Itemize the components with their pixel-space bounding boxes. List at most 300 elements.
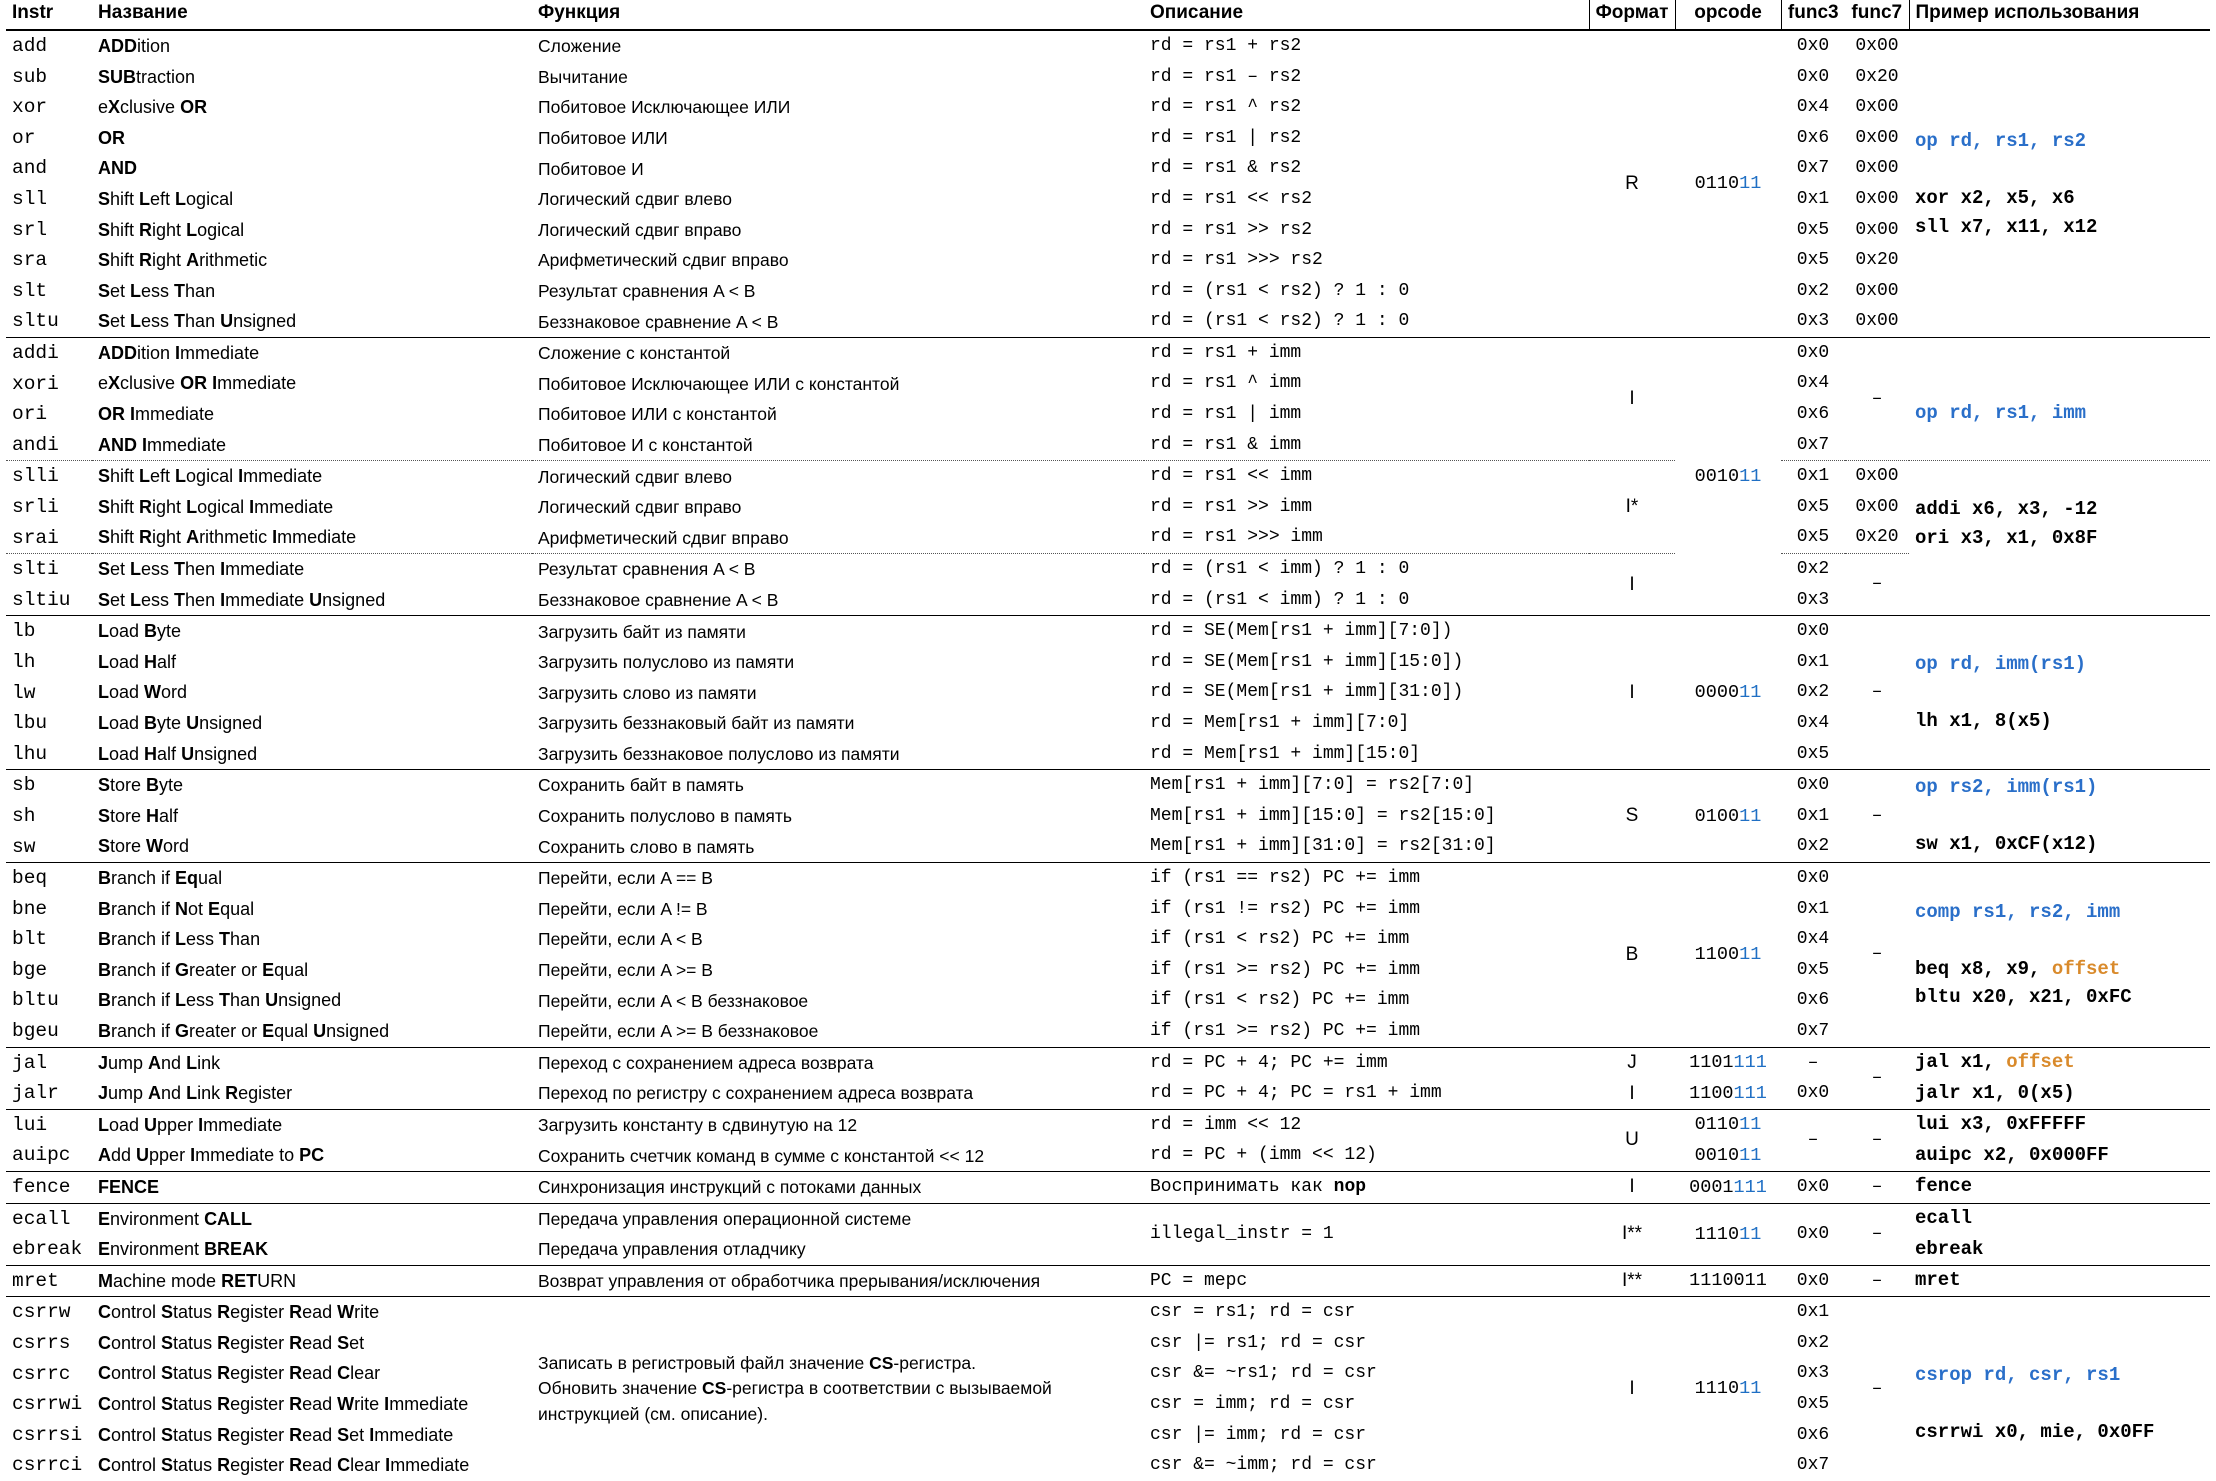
- instruction-description: rd = rs1 – rs2: [1150, 66, 1302, 87]
- instruction-description: rd = PC + 4; PC += imm: [1144, 1047, 1589, 1078]
- table-row: [6, 1265, 2210, 1297]
- instruction-name: SUBtraction: [98, 66, 196, 87]
- instruction-function: Результат сравнения A < B: [538, 280, 756, 301]
- format-value: I: [1629, 1082, 1635, 1104]
- func7-value: 0x00: [1855, 127, 1899, 148]
- func3-value: 0x2: [1781, 554, 1845, 585]
- func7-value: –: [1845, 1171, 1909, 1203]
- instruction-name: Load Byte Unsigned: [98, 713, 263, 734]
- usage-example-line: [1915, 1303, 2204, 1332]
- func3-value: 0x5: [1796, 250, 1830, 271]
- instruction-description: rd = rs1 | rs2: [1150, 127, 1302, 148]
- func7-value: –: [1845, 863, 1909, 1048]
- instruction-description: rd = (rs1 < rs2) ? 1 : 0: [1150, 311, 1410, 332]
- instruction-function: Загрузить слово из памяти: [538, 682, 757, 703]
- usage-example-block: [1909, 337, 2210, 460]
- usage-example: ecall: [1909, 1203, 2210, 1234]
- instruction-name: ADDition Immediate: [92, 337, 532, 368]
- instruction-mnemonic: lbu: [12, 712, 48, 735]
- instruction-description: rd = (rs1 < imm) ? 1 : 0: [1144, 554, 1589, 585]
- instruction-mnemonic: slli: [6, 461, 92, 492]
- func3-value: 0x4: [1796, 97, 1830, 118]
- usage-example-line: [1915, 428, 2204, 457]
- instruction-mnemonic: csrrwi: [12, 1393, 83, 1416]
- usage-example-line: op rd, rs1, imm: [1915, 402, 2087, 425]
- format-value: I**: [1589, 1265, 1675, 1297]
- instruction-description: rd = Mem[rs1 + imm][15:0]: [1150, 743, 1421, 764]
- instruction-function: Логический сдвиг вправо: [538, 497, 742, 518]
- instruction-description: rd = SE(Mem[rs1 + imm][7:0]): [1144, 616, 1589, 647]
- func3-value: 0x4: [1796, 929, 1830, 950]
- instruction-description: if (rs1 >= rs2) PC += imm: [1150, 959, 1421, 980]
- usage-example-line: bltu x20, x21, 0xFC: [1915, 986, 2132, 1009]
- instruction-mnemonic: srai: [12, 526, 59, 549]
- instruction-mnemonic: sll: [12, 188, 48, 211]
- instruction-function: Перейти, если A >= B: [538, 960, 713, 981]
- instruction-name: eXclusive OR: [98, 97, 208, 118]
- instruction-function: Побитовое ИЛИ с константой: [538, 404, 777, 425]
- func3-value: 0x0: [1781, 770, 1845, 801]
- instruction-mnemonic: add: [6, 30, 92, 62]
- format-value: B: [1589, 863, 1675, 1048]
- usage-example-line: [1915, 869, 2204, 898]
- instruction-mnemonic: bne: [12, 897, 48, 920]
- usage-example-line: xor x2, x5, x6: [1915, 186, 2075, 209]
- func3-value: 0x0: [1781, 1171, 1845, 1203]
- func3-value: –: [1781, 1109, 1845, 1171]
- instruction-mnemonic: andi: [12, 433, 59, 456]
- instruction-mnemonic: jalr: [12, 1082, 59, 1105]
- instruction-description: if (rs1 < rs2) PC += imm: [1150, 990, 1410, 1011]
- format-value: I: [1589, 1171, 1675, 1203]
- table-row: [6, 1297, 2210, 1328]
- usage-example-line: comp rs1, rs2, imm: [1915, 900, 2121, 923]
- func3-value: 0x0: [1781, 30, 1845, 62]
- instruction-name: Shift Right Arithmetic: [98, 250, 268, 271]
- instruction-description: csr |= imm; rd = csr: [1150, 1424, 1367, 1445]
- table-row: [6, 1171, 2210, 1203]
- instruction-mnemonic: addi: [6, 337, 92, 368]
- usage-example-line: addi x6, x3, -12: [1915, 498, 2098, 521]
- instruction-description: rd = (rs1 < imm) ? 1 : 0: [1150, 589, 1410, 610]
- instruction-description: rd = imm << 12: [1144, 1109, 1589, 1140]
- func3-value: 0x6: [1796, 1424, 1830, 1445]
- instruction-name: Add Upper Immediate to PC: [98, 1145, 325, 1166]
- instruction-mnemonic: or: [12, 126, 36, 149]
- format-value: S: [1589, 770, 1675, 863]
- func3-value: 0x7: [1796, 158, 1830, 179]
- instruction-name: Load Half: [98, 651, 177, 672]
- table-header: [6, 0, 2210, 30]
- instruction-name: Control Status Register Read Clear Immediate: [98, 1455, 470, 1476]
- func3-value: 0x0: [1796, 66, 1830, 87]
- instruction-name: Branch if Greater or Equal: [98, 959, 309, 980]
- instruction-function: Арифметический сдвиг вправо: [538, 527, 789, 548]
- table-row: [6, 62, 2210, 93]
- instruction-function: Арифметический сдвиг вправо: [538, 250, 789, 271]
- instruction-mnemonic: xor: [12, 96, 48, 119]
- instruction-description: csr &= ~rs1; rd = csr: [1150, 1363, 1377, 1384]
- func3-value: 0x1: [1796, 898, 1830, 919]
- instruction-description: csr &= ~imm; rd = csr: [1150, 1455, 1377, 1476]
- usage-example-line: op rs2, imm(rs1): [1915, 776, 2098, 799]
- instruction-function: Перейти, если A < B: [538, 929, 703, 950]
- usage-example-line: lh x1, 8(x5): [1915, 710, 2052, 733]
- func7-value: 0x00: [1845, 30, 1909, 62]
- func3-value: 0x5: [1796, 1394, 1830, 1415]
- instruction-description: Mem[rs1 + imm][31:0] = rs2[31:0]: [1150, 836, 1496, 857]
- table-row: [6, 1203, 2210, 1234]
- func3-value: 0x6: [1796, 127, 1830, 148]
- instruction-function: Логический сдвиг вправо: [538, 219, 742, 240]
- instruction-description: if (rs1 >= rs2) PC += imm: [1150, 1020, 1421, 1041]
- instruction-description: if (rs1 != rs2) PC += imm: [1150, 898, 1421, 919]
- func3-value: 0x2: [1796, 682, 1830, 703]
- instruction-name: Load Byte: [92, 616, 532, 647]
- opcode-value: 011011: [1675, 1109, 1781, 1140]
- instruction-description: rd = rs1 >>> imm: [1150, 527, 1323, 548]
- func7-value: –: [1845, 1203, 1909, 1265]
- table-row: [6, 306, 2210, 337]
- instruction-name: Control Status Register Read Write Immediate: [98, 1394, 469, 1415]
- func3-value: 0x3: [1796, 589, 1830, 610]
- usage-example-line: op rd, rs1, rs2: [1915, 129, 2087, 152]
- table-row: [6, 153, 2210, 184]
- instruction-name: Environment CALL: [92, 1203, 532, 1234]
- func3-value: 0x1: [1796, 188, 1830, 209]
- usage-example-line: [1915, 155, 2204, 184]
- instruction-description: rd = rs1 & rs2: [1150, 158, 1302, 179]
- instruction-function: Беззнаковое сравнение A < B: [538, 311, 779, 332]
- func3-value: 0x5: [1796, 496, 1830, 517]
- instruction-name: OR: [98, 127, 125, 148]
- usage-example-block: [1909, 30, 2210, 337]
- instruction-function: Сохранить полуслово в память: [538, 806, 793, 827]
- usage-example-line: beq x8, x9, offset: [1915, 957, 2121, 980]
- instruction-description: csr = imm; rd = csr: [1150, 1394, 1356, 1415]
- func7-value: 0x20: [1855, 527, 1899, 548]
- format-value: I: [1589, 554, 1675, 616]
- instruction-name: Branch if Less Than: [98, 929, 261, 950]
- instruction-mnemonic: ecall: [6, 1203, 92, 1234]
- instruction-name: Set Less Than Unsigned: [98, 311, 297, 332]
- func3-value: 0x2: [1796, 836, 1830, 857]
- func3-value: 0x7: [1796, 1455, 1830, 1476]
- usage-example-line: [1915, 1389, 2204, 1418]
- header-func: Функция: [532, 0, 1144, 30]
- instruction-mnemonic: ori: [12, 403, 48, 426]
- usage-example-block: [1909, 616, 2210, 770]
- instruction-function: Сложение: [532, 30, 1144, 62]
- instruction-mnemonic: sw: [12, 835, 36, 858]
- opcode-value: 1101111: [1675, 1047, 1781, 1078]
- instruction-mnemonic: lui: [6, 1109, 92, 1140]
- format-value: U: [1589, 1109, 1675, 1171]
- instruction-mnemonic: bgeu: [12, 1020, 59, 1043]
- usage-example: ebreak: [1915, 1237, 1984, 1260]
- instruction-function: [532, 1297, 1144, 1481]
- instruction-name: Shift Left Logical Immediate: [92, 461, 532, 492]
- instruction-description: rd = rs1 << imm: [1144, 461, 1589, 492]
- instruction-function: Логический сдвиг влево: [538, 189, 732, 210]
- instruction-name: Load Upper Immediate: [92, 1109, 532, 1140]
- table-row: [6, 184, 2210, 215]
- instruction-mnemonic: csrrci: [12, 1454, 83, 1477]
- format-value: J: [1589, 1047, 1675, 1078]
- instruction-description: if (rs1 < rs2) PC += imm: [1150, 929, 1410, 950]
- usage-example-line: [1915, 1446, 2204, 1475]
- instruction-name: Control Status Register Read Write: [92, 1297, 532, 1328]
- table-row: [6, 554, 2210, 585]
- func7-value: 0x00: [1855, 496, 1899, 517]
- usage-example-block: [1909, 1297, 2210, 1481]
- usage-example: auipc x2, 0x000FF: [1915, 1143, 2109, 1166]
- instruction-function: Переход по регистру с сохранением адреса возврата: [538, 1083, 974, 1104]
- func3-value: 0x0: [1796, 1083, 1830, 1104]
- format-value: I**: [1589, 1203, 1675, 1265]
- function-line: Записать в регистровый файл значение CS-регистра.: [538, 1353, 976, 1374]
- instruction-mnemonic: bltu: [12, 989, 59, 1012]
- opcode-value: 1100111: [1689, 1082, 1767, 1104]
- instruction-mnemonic: sh: [12, 804, 36, 827]
- instruction-name: Store Half: [98, 805, 179, 826]
- header-desc: Описание: [1144, 0, 1589, 30]
- header-opcode: opcode: [1675, 0, 1781, 30]
- instruction-name: Shift Left Logical: [98, 188, 234, 209]
- func7-value: 0x00: [1855, 219, 1899, 240]
- instruction-function: Сохранить слово в память: [538, 836, 755, 857]
- usage-example-line: [1915, 1332, 2204, 1361]
- instruction-name: Branch if Equal: [92, 863, 532, 894]
- func3-value: 0x7: [1796, 434, 1830, 455]
- instruction-name: Set Less Than: [98, 280, 216, 301]
- instruction-mnemonic: auipc: [12, 1144, 71, 1167]
- table-row: [6, 616, 2210, 647]
- instruction-mnemonic: csrrw: [6, 1297, 92, 1328]
- table-row: [6, 337, 2210, 368]
- func7-value: 0x00: [1855, 188, 1899, 209]
- usage-example-line: [1915, 1012, 2204, 1041]
- instruction-description: csr |= rs1; rd = csr: [1150, 1332, 1367, 1353]
- instruction-name: AND: [98, 158, 137, 179]
- instruction-table: [6, 0, 2210, 1481]
- opcode-value: 111011: [1675, 1297, 1781, 1481]
- instruction-function: Побитовое И: [538, 158, 644, 179]
- instruction-description: Воспринимать как nop: [1144, 1171, 1589, 1203]
- usage-example-line: op rd, imm(rs1): [1915, 652, 2087, 675]
- table-row: [6, 461, 2210, 492]
- header-format: Формат: [1589, 0, 1675, 30]
- instruction-function: Загрузить байт из памяти: [532, 616, 1144, 647]
- instruction-mnemonic: sb: [6, 770, 92, 801]
- instruction-mnemonic: slti: [6, 554, 92, 585]
- instruction-name: Shift Right Logical Immediate: [98, 496, 334, 517]
- instruction-description: rd = SE(Mem[rs1 + imm][15:0]): [1150, 651, 1464, 672]
- instruction-mnemonic: mret: [6, 1265, 92, 1297]
- instruction-description: Mem[rs1 + imm][7:0] = rs2[7:0]: [1144, 770, 1589, 801]
- instruction-name: eXclusive OR Immediate: [98, 373, 297, 394]
- usage-example-line: csrop rd, csr, rs1: [1915, 1363, 2121, 1386]
- instruction-mnemonic: csrrc: [12, 1362, 71, 1385]
- instruction-description: Mem[rs1 + imm][15:0] = rs2[15:0]: [1150, 805, 1496, 826]
- usage-example-line: sll x7, x11, x12: [1915, 215, 2098, 238]
- instruction-name: Machine mode RETURN: [92, 1265, 532, 1297]
- format-value: I: [1589, 337, 1675, 460]
- header-func3: func3: [1781, 0, 1845, 30]
- instruction-description: PC = mepc: [1144, 1265, 1589, 1297]
- instruction-function: Результат сравнения A < B: [532, 554, 1144, 585]
- func3-value: –: [1781, 1047, 1845, 1078]
- instruction-mnemonic: srl: [12, 218, 48, 241]
- func3-value: 0x5: [1796, 219, 1830, 240]
- func3-value: 0x0: [1781, 863, 1845, 894]
- usage-example-line: [1915, 736, 2204, 765]
- table-row: [6, 123, 2210, 154]
- instruction-name: Shift Right Arithmetic Immediate: [98, 527, 357, 548]
- instruction-name: Control Status Register Read Set Immediate: [98, 1424, 454, 1445]
- func3-value: 0x0: [1781, 337, 1845, 368]
- instruction-function: Вычитание: [538, 66, 628, 87]
- func7-value: –: [1845, 554, 1909, 616]
- instruction-mnemonic: fence: [6, 1171, 92, 1203]
- func3-value: 0x5: [1796, 743, 1830, 764]
- instruction-description: rd = PC + (imm << 12): [1150, 1145, 1377, 1166]
- instruction-function: Перейти, если A != B: [538, 898, 708, 919]
- instruction-description: rd = rs1 + imm: [1144, 337, 1589, 368]
- instruction-name: Branch if Less Than Unsigned: [98, 990, 342, 1011]
- instruction-name: Environment BREAK: [98, 1239, 269, 1260]
- func7-value: –: [1845, 770, 1909, 863]
- instruction-function: Возврат управления от обработчика прерывания/исключения: [532, 1265, 1144, 1297]
- instruction-function: Побитовое И с константой: [538, 434, 753, 455]
- instruction-function: Перейти, если A == B: [532, 863, 1144, 894]
- func3-value: 0x0: [1781, 1265, 1845, 1297]
- instruction-mnemonic: beq: [6, 863, 92, 894]
- instruction-name: Shift Right Logical: [98, 219, 245, 240]
- func3-value: 0x0: [1781, 616, 1845, 647]
- opcode-value: 011011: [1675, 30, 1781, 337]
- instruction-description: rd = rs1 + rs2: [1144, 30, 1589, 62]
- header-func7: func7: [1845, 0, 1909, 30]
- func7-value: 0x00: [1845, 461, 1909, 492]
- usage-example-line: [1915, 678, 2204, 707]
- func7-value: –: [1845, 1265, 1909, 1297]
- func3-value: 0x5: [1796, 959, 1830, 980]
- format-value: I: [1589, 1297, 1675, 1481]
- header-name: Название: [92, 0, 532, 30]
- func7-value: 0x00: [1855, 97, 1899, 118]
- usage-example-line: csrrwi x0, mie, 0x0FF: [1915, 1420, 2155, 1443]
- table-row: [6, 770, 2210, 801]
- func3-value: 0x1: [1781, 1297, 1845, 1328]
- instruction-function: Побитовое Исключающее ИЛИ: [538, 97, 791, 118]
- usage-example-line: sw x1, 0xCF(x12): [1915, 833, 2098, 856]
- instruction-description: rd = PC + 4; PC = rs1 + imm: [1150, 1083, 1442, 1104]
- instruction-name: Jump And Link: [92, 1047, 532, 1078]
- instruction-description: rd = (rs1 < rs2) ? 1 : 0: [1150, 280, 1410, 301]
- func3-value: 0x3: [1796, 1363, 1830, 1384]
- instruction-name: Branch if Greater or Equal Unsigned: [98, 1020, 390, 1041]
- instruction-description: rd = rs1 & imm: [1150, 434, 1302, 455]
- instruction-function: Загрузить полуслово из памяти: [538, 652, 795, 673]
- instruction-mnemonic: blt: [12, 928, 48, 951]
- usage-example: mret: [1909, 1265, 2210, 1297]
- instruction-name: FENCE: [92, 1171, 532, 1203]
- instruction-function: Сохранить счетчик команд в сумме с константой << 12: [538, 1145, 985, 1166]
- instruction-mnemonic: lhu: [12, 742, 48, 765]
- instruction-function: Сохранить байт в память: [532, 770, 1144, 801]
- func7-value: –: [1845, 616, 1909, 770]
- usage-example: jalr x1, 0(x5): [1915, 1081, 2075, 1104]
- func7-value: 0x00: [1855, 280, 1899, 301]
- instruction-description: rd = Mem[rs1 + imm][7:0]: [1150, 713, 1410, 734]
- opcode-value: 110011: [1675, 863, 1781, 1048]
- table-row: [6, 1109, 2210, 1140]
- instruction-mnemonic: sra: [12, 249, 48, 272]
- usage-example: fence: [1909, 1171, 2210, 1203]
- func7-value: 0x00: [1855, 311, 1899, 332]
- instruction-description: rd = rs1 ^ rs2: [1150, 97, 1302, 118]
- usage-example-block: [1909, 770, 2210, 863]
- instruction-description: if (rs1 == rs2) PC += imm: [1144, 863, 1589, 894]
- instruction-description: csr = rs1; rd = csr: [1144, 1297, 1589, 1328]
- instruction-function: Загрузить беззнаковое полуслово из памяти: [538, 743, 900, 764]
- instruction-mnemonic: ebreak: [12, 1238, 83, 1261]
- func7-value: –: [1845, 1109, 1909, 1171]
- table-row: [6, 492, 2210, 523]
- instruction-function: Перейти, если A >= B беззнаковое: [538, 1021, 819, 1042]
- table-row: [6, 1047, 2210, 1078]
- instruction-name: Control Status Register Read Set: [98, 1332, 365, 1353]
- instruction-function: Логический сдвиг влево: [532, 461, 1144, 492]
- instruction-description: rd = rs1 >> rs2: [1150, 219, 1313, 240]
- instruction-description: illegal_instr = 1: [1144, 1203, 1589, 1265]
- func7-value: –: [1845, 337, 1909, 460]
- func7-value: 0x20: [1855, 250, 1899, 271]
- instruction-function: Побитовое ИЛИ: [538, 128, 668, 149]
- instruction-description: rd = rs1 ^ imm: [1150, 373, 1302, 394]
- instruction-name: Set Less Then Immediate: [92, 554, 532, 585]
- usage-example-block: [1909, 863, 2210, 1048]
- instruction-mnemonic: lw: [12, 681, 36, 704]
- format-value: I*: [1589, 461, 1675, 554]
- opcode-value: 010011: [1675, 770, 1781, 863]
- table-body: [6, 30, 2210, 1481]
- func7-value: 0x20: [1855, 66, 1899, 87]
- instruction-name: Load Word: [98, 682, 188, 703]
- opcode-value: 1110011: [1675, 1265, 1781, 1297]
- func3-value: 0x2: [1796, 1332, 1830, 1353]
- instruction-name: Jump And Link Register: [98, 1083, 293, 1104]
- instruction-function: Перейти, если A < B беззнаковое: [538, 990, 809, 1011]
- instruction-name: Control Status Register Read Clear: [98, 1363, 381, 1384]
- format-value: I: [1589, 616, 1675, 770]
- instruction-name: ADDition: [92, 30, 532, 62]
- instruction-mnemonic: sub: [12, 65, 48, 88]
- usage-example-line: [1915, 371, 2204, 400]
- func3-value: 0x7: [1796, 1020, 1830, 1041]
- header-instr: Instr: [6, 0, 92, 30]
- instruction-mnemonic: xori: [12, 372, 59, 395]
- instruction-mnemonic: sltiu: [12, 588, 71, 611]
- usage-example: jal x1, offset: [1909, 1047, 2210, 1078]
- table-row: [6, 215, 2210, 246]
- instruction-function: Синхронизация инструкций с потоками данных: [532, 1171, 1144, 1203]
- instruction-name: Store Word: [98, 836, 190, 857]
- opcode-value: 001011: [1694, 1145, 1762, 1167]
- instruction-mnemonic: lb: [6, 616, 92, 647]
- instruction-name: Load Half Unsigned: [98, 743, 258, 764]
